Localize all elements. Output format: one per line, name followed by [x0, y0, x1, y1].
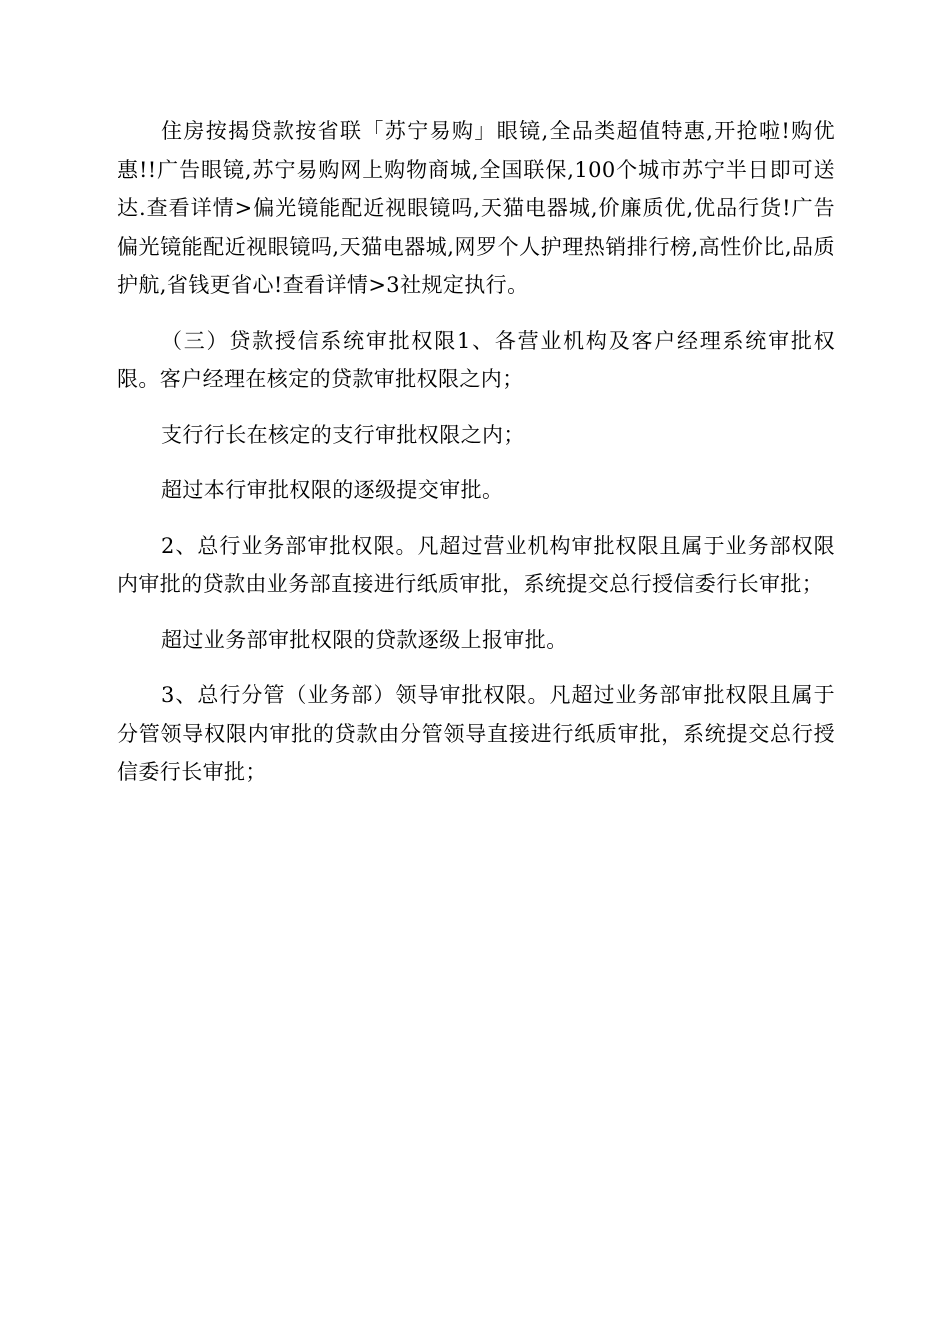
- paragraph-3: 支行行长在核定的支行审批权限之内；: [161, 422, 525, 447]
- paragraph-7: 3、总行分管（业务部）领导审批权限。凡超过业务部审批权限且属于分管领导权限内审批的贷款由分管领导直接进行纸质审批，系统提交总行授信委行长审批；: [117, 683, 835, 784]
- document-body: [117, 112, 835, 809]
- paragraph-6: 超过业务部审批权限的贷款逐级上报审批。: [161, 627, 568, 652]
- paragraph-2: （三）贷款授信系统审批权限1、各营业机构及客户经理系统审批权限。客户经理在核定的贷款审批权限之内；: [117, 328, 835, 391]
- paragraph-1: 住房按揭贷款按省联「苏宁易购」眼镜,全品类超值特惠,开抢啦!购优惠!!广告眼镜,苏宁易购网上购物商城,全国联保,100个城市苏宁半日即可送达.查看详情>偏光镜能配近视眼镜吗,天猫电器城,价廉质优,优品行货!广告偏光镜能配近视眼镜吗,天猫电器城,网罗个人护理热销排行榜,高性价比,品质护航,省钱更省心!查看详情>3社规定执行。: [117, 119, 835, 297]
- paragraph-4: 超过本行审批权限的逐级提交审批。: [161, 478, 504, 502]
- paragraph-5: 2、总行业务部审批权限。凡超过营业机构审批权限且属于业务部权限内审批的贷款由业务部直接进行纸质审批，系统提交总行授信委行长审批；: [117, 533, 835, 596]
